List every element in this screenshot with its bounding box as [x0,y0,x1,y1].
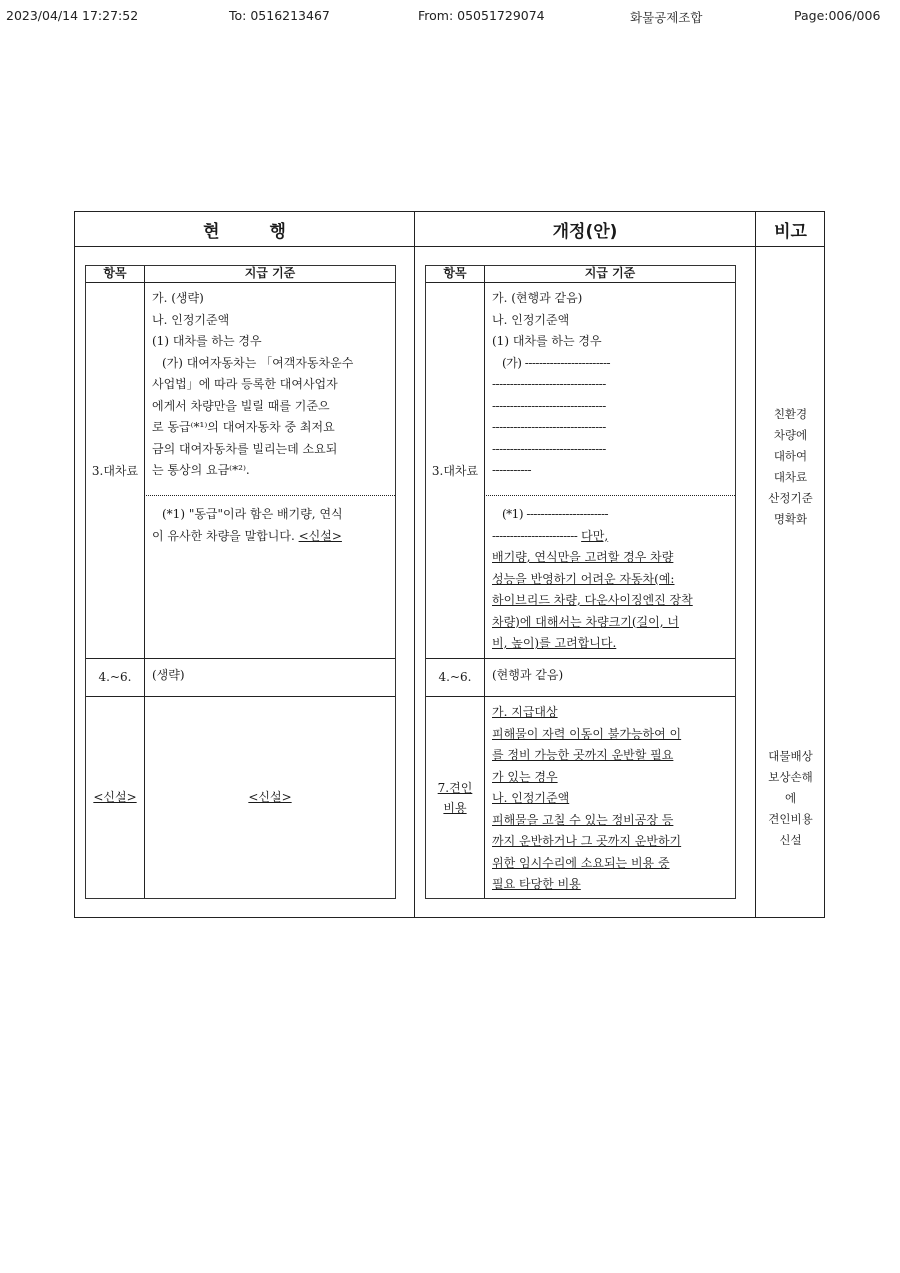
item-7-towing [426,697,484,899]
proposed-footnote [492,504,732,655]
amended-text: 성능을 반영하기 어려운 자동차(예: [492,571,675,586]
remark-line: 산정기준 [768,491,813,505]
remark-line: 명확화 [773,512,808,526]
item-new-marker: <신설> [93,790,137,805]
text-line: (*1) ----------------------- [502,507,609,521]
fax-to: To: 0516213467 [229,8,330,23]
amended-text: 비, 높이)를 고려합니다. [492,636,617,650]
amended-text: 를 정비 가능한 곳까지 운반할 필요 [492,748,674,762]
item-label: 비용 [443,801,467,815]
remark-line: 친환경 [773,407,808,421]
remark-line: 견인비용 [768,812,813,826]
amended-text: 가. 지급대상 [492,705,558,719]
text-line: (1) 대차를 하는 경우 [492,334,602,348]
item-4-6: 4.~6. [98,669,132,684]
col-item: 항목 [443,266,467,281]
remark-line: 보상손해 [768,770,813,784]
amended-text: 필요 타당한 비용 [492,877,581,891]
text-line: -------------------------------- [492,441,606,456]
amended-text: 배기량, 연식만을 고려할 경우 차량 [492,550,674,564]
remarks-row3 [756,746,825,851]
text-line: -------------------------------- [492,398,606,413]
current-row3-text: <신설> [248,790,292,805]
header-remarks: 비고 [774,222,807,242]
text-line: 나. 인정기준액 [152,312,230,327]
text-line: 가. (현행과 같음) [492,291,583,305]
text-line: -------------------------------- [492,377,606,391]
remarks-row1 [756,404,825,530]
text-line: (*1) "동급"이라 함은 배기량, 연식 [162,507,343,521]
divider [144,495,395,496]
amended-text: 피해물이 자력 이동이 불가능하여 이 [492,726,682,741]
fax-header [0,8,900,28]
text-line: 사업법」에 따라 등록한 대여사업자 [152,377,338,391]
text-line: -------------------------------- [492,420,606,434]
proposed-row1-text [492,288,732,482]
amended-text: 위한 임시수리에 소요되는 비용 중 [492,855,670,870]
amended-text: 차량)에 대해서는 차량크기(길이, 너 [492,614,679,629]
amended-text: 피해물을 고칠 수 있는 정비공장 등 [492,812,674,827]
header-current: 현 행 [203,222,308,242]
remark-line: 대물배상 [768,749,813,763]
fax-datetime: 2023/04/14 17:27:52 [6,8,139,23]
col-item: 항목 [103,266,127,281]
text-line: (가) ------------------------ [502,355,611,370]
item-3-rental: 3.대차료 [431,463,479,478]
col-criteria: 지급 기준 [244,266,296,281]
comparison-table [74,211,825,918]
item-4-6: 4.~6. [438,669,472,684]
current-row1-text [152,288,392,482]
fax-sender: 화물공제조합 [630,10,703,25]
divider [484,266,485,898]
amended-text: 나. 인정기준액 [492,791,570,805]
text-line: ------------------------ [492,528,578,543]
proposed-row2-text: (현행과 같음) [492,668,564,682]
item-3-rental: 3.대차료 [91,463,139,478]
text-line: (1) 대차를 하는 경우 [152,334,262,348]
text-line: 이 유사한 차량을 말합니다. [152,528,295,543]
proposed-table [425,265,736,899]
divider [484,495,735,496]
current-table [85,265,396,899]
current-footnote [152,504,392,547]
remark-line: 신설 [779,833,802,847]
remark-line: 차량에 [773,428,808,442]
text-line: ----------- [492,463,532,477]
text-line: 가. (생략) [152,291,204,305]
amended-text: 가 있는 경우 [492,769,558,784]
proposed-row3-text [492,702,732,896]
divider [414,212,415,917]
fax-page: Page:006/006 [794,8,881,23]
item-label: 7.견인 [437,781,473,795]
text-line: 나. 인정기준액 [492,312,570,327]
text-line: 금의 대여자동차를 빌리는데 소요되 [152,441,338,456]
text-line: 에게서 차량만을 빌릴 때를 기준으 [152,398,330,413]
amended-text: 다만, [581,528,609,543]
remark-line: 대차료 [773,470,808,484]
text-line: 는 통상의 요금⁽*²⁾. [152,463,250,477]
current-row2-text: (생략) [152,668,185,682]
col-criteria: 지급 기준 [584,266,636,281]
text-line: 로 동급⁽*¹⁾의 대여자동차 중 최저요 [152,420,335,434]
amended-text: 하이브리드 차량, 다운사이징엔진 장착 [492,593,693,607]
remark-line: 에 [784,791,797,805]
header-proposed: 개정(안) [552,222,618,242]
remark-line: 대하여 [773,449,808,463]
fax-from: From: 05051729074 [418,8,545,23]
amended-text: 까지 운반하거나 그 곳까지 운반하기 [492,834,682,848]
new-marker: <신설> [298,528,342,543]
text-line: (가) 대여자동차는 「여객자동차운수 [162,355,354,370]
